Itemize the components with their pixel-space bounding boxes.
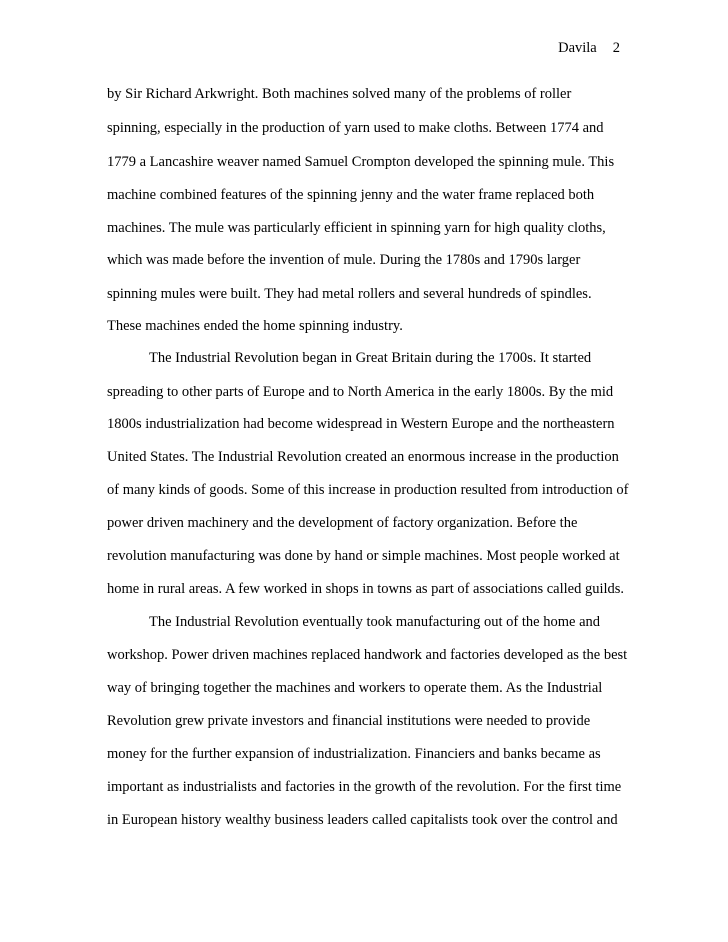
text-line: spinning, especially in the production of yarn used to make cloths. Between 1774 and bbox=[107, 120, 604, 136]
text-line: spinning mules were built. They had metal rollers and several hundreds of spindles. bbox=[107, 286, 592, 302]
text-line: 1779 a Lancashire weaver named Samuel Crompton developed the spinning mule. This bbox=[107, 154, 615, 170]
text-line: of many kinds of goods. Some of this increase in production resulted from introduction of bbox=[107, 482, 629, 498]
text-line: United States. The Industrial Revolution created an enormous increase in the production bbox=[107, 449, 619, 465]
text-line: machines. The mule was particularly efficient in spinning yarn for high quality cloths, bbox=[107, 220, 606, 236]
text-line: home in rural areas. A few worked in shops in towns as part of associations called guilds. bbox=[107, 581, 625, 597]
paragraph-first-line: The Industrial Revolution eventually took manufacturing out of the home and bbox=[149, 614, 601, 630]
text-line: spreading to other parts of Europe and to North America in the early 1800s. By the mid bbox=[107, 384, 614, 400]
text-line: in European history wealthy business leaders called capitalists took over the control and bbox=[107, 812, 618, 828]
paragraph-first-line: The Industrial Revolution began in Great Britain during the 1700s. It started bbox=[149, 350, 592, 366]
text-line: by Sir Richard Arkwright. Both machines solved many of the problems of roller bbox=[107, 86, 572, 102]
author-name: Davila bbox=[558, 40, 597, 56]
text-line: Revolution grew private investors and financial institutions were needed to provide bbox=[107, 713, 591, 729]
text-line: machine combined features of the spinning jenny and the water frame replaced both bbox=[107, 187, 595, 203]
text-line: 1800s industrialization had become widespread in Western Europe and the northeastern bbox=[107, 416, 615, 432]
text-line: These machines ended the home spinning industry. bbox=[107, 318, 403, 334]
text-line: way of bringing together the machines and workers to operate them. As the Industrial bbox=[107, 680, 603, 696]
text-line: money for the further expansion of industrialization. Financiers and banks became as bbox=[107, 746, 601, 762]
text-line: power driven machinery and the development of factory organization. Before the bbox=[107, 515, 578, 531]
text-line: revolution manufacturing was done by hand or simple machines. Most people worked at bbox=[107, 548, 620, 564]
page-number: 2 bbox=[612, 40, 620, 56]
text-line: which was made before the invention of mule. During the 1780s and 1790s larger bbox=[107, 252, 581, 268]
text-line: workshop. Power driven machines replaced handwork and factories developed as the best bbox=[107, 647, 628, 663]
text-line: important as industrialists and factories in the growth of the revolution. For the first time bbox=[107, 779, 622, 795]
running-head bbox=[558, 38, 620, 58]
